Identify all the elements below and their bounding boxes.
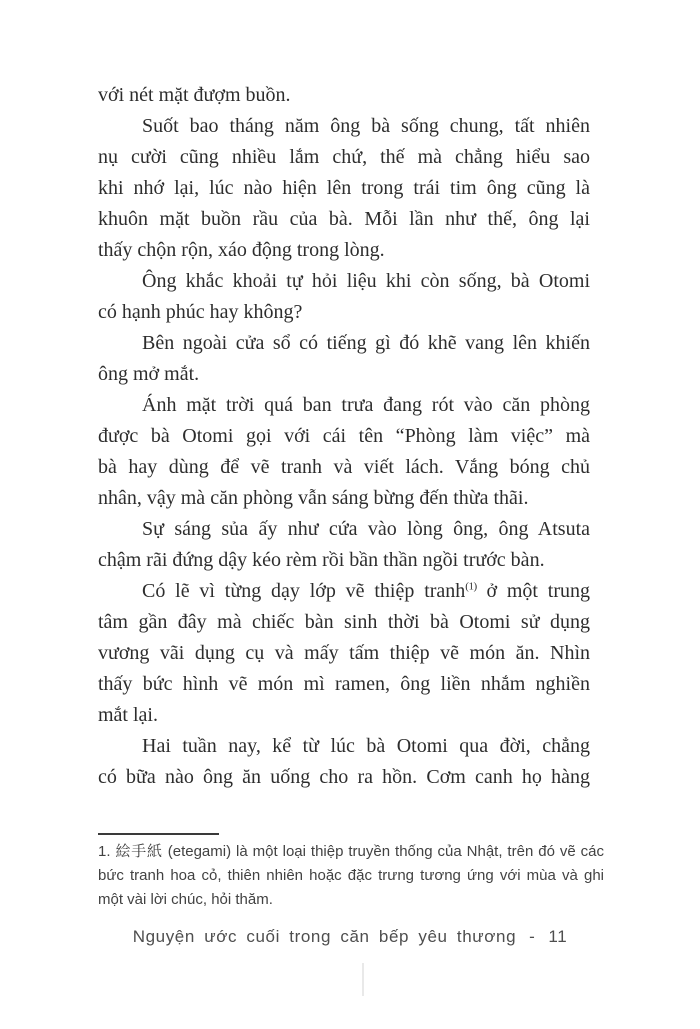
footer-separator: - [529, 927, 536, 946]
body-line: ông mở mắt. [98, 363, 200, 385]
body-line: bà hay dùng để vẽ tranh và viết lách. Vắng bóng chủ [98, 456, 590, 478]
footer-page-number: 11 [548, 927, 568, 946]
body-line: chậm rãi đứng dậy kéo rèm rồi bần thần ngồi trước bàn. [98, 549, 545, 571]
body-text-block [98, 80, 590, 793]
body-line: có bữa nào ông ăn uống cho ra hồn. Cơm canh họ hàng [98, 766, 590, 788]
scan-artifact-mark [362, 963, 364, 996]
body-line: với nét mặt đượm buồn. [98, 84, 291, 106]
body-line: khi nhớ lại, lúc nào hiện lên trong trái tim ông cũng là [98, 177, 590, 199]
footnote-text: 1. 絵手紙 (etegami) là một loại thiệp truyền thống của Nhật, trên đó vẽ các bức tranh hoa cỏ, thiên nhiên hoặc đặc trưng tương ứng với mùa và ghi một vài lời chúc, hỏi thăm. [98, 843, 604, 908]
body-line: Ông khắc khoải tự hỏi liệu khi còn sống, bà Otomi [142, 270, 590, 292]
footer-book-title: Nguyện ước cuối trong căn bếp yêu thương [132, 927, 517, 946]
body-line: vương vãi dụng cụ và mấy tấm thiệp vẽ món ăn. Nhìn [98, 642, 590, 664]
body-line: Sự sáng sủa ấy như cứa vào lòng ông, ông Atsuta [142, 518, 590, 540]
body-line: Suốt bao tháng năm ông bà sống chung, tất nhiên [142, 115, 590, 137]
body-line: mắt lại. [98, 704, 158, 726]
body-line: tâm gần đây mà chiếc bàn sinh thời bà Otomi sử dụng [98, 611, 590, 633]
body-line: thấy chộn rộn, xáo động trong lòng. [98, 239, 385, 261]
body-line: khuôn mặt buồn rầu của bà. Mỗi lần như thế, ông lại [98, 208, 590, 230]
body-line: thấy bức hình vẽ món mì ramen, ông liền nhắm nghiền [98, 673, 590, 695]
body-line: Ánh mặt trời quá ban trưa đang rót vào căn phòng [142, 394, 590, 416]
body-line: Có lẽ vì từng dạy lớp vẽ thiệp tranh$^{(1)}$ ở một trung [142, 580, 591, 602]
page-footer [0, 927, 700, 947]
body-line: nụ cười cũng nhiều lắm chứ, thế mà chẳng hiểu sao [98, 146, 590, 168]
body-line: Hai tuần nay, kể từ lúc bà Otomi qua đời, chẳng [142, 735, 590, 757]
footnote-reference-superscript: (1) [465, 580, 477, 593]
body-line: nhân, vậy mà căn phòng vẫn sáng bừng đến thừa thãi. [98, 487, 529, 509]
body-line: Bên ngoài cửa sổ có tiếng gì đó khẽ vang lên khiến [142, 332, 590, 354]
footnote-divider-rule [98, 833, 219, 835]
body-line: có hạnh phúc hay không? [98, 301, 303, 323]
body-line: được bà Otomi gọi với cái tên “Phòng làm việc” mà [98, 425, 590, 447]
